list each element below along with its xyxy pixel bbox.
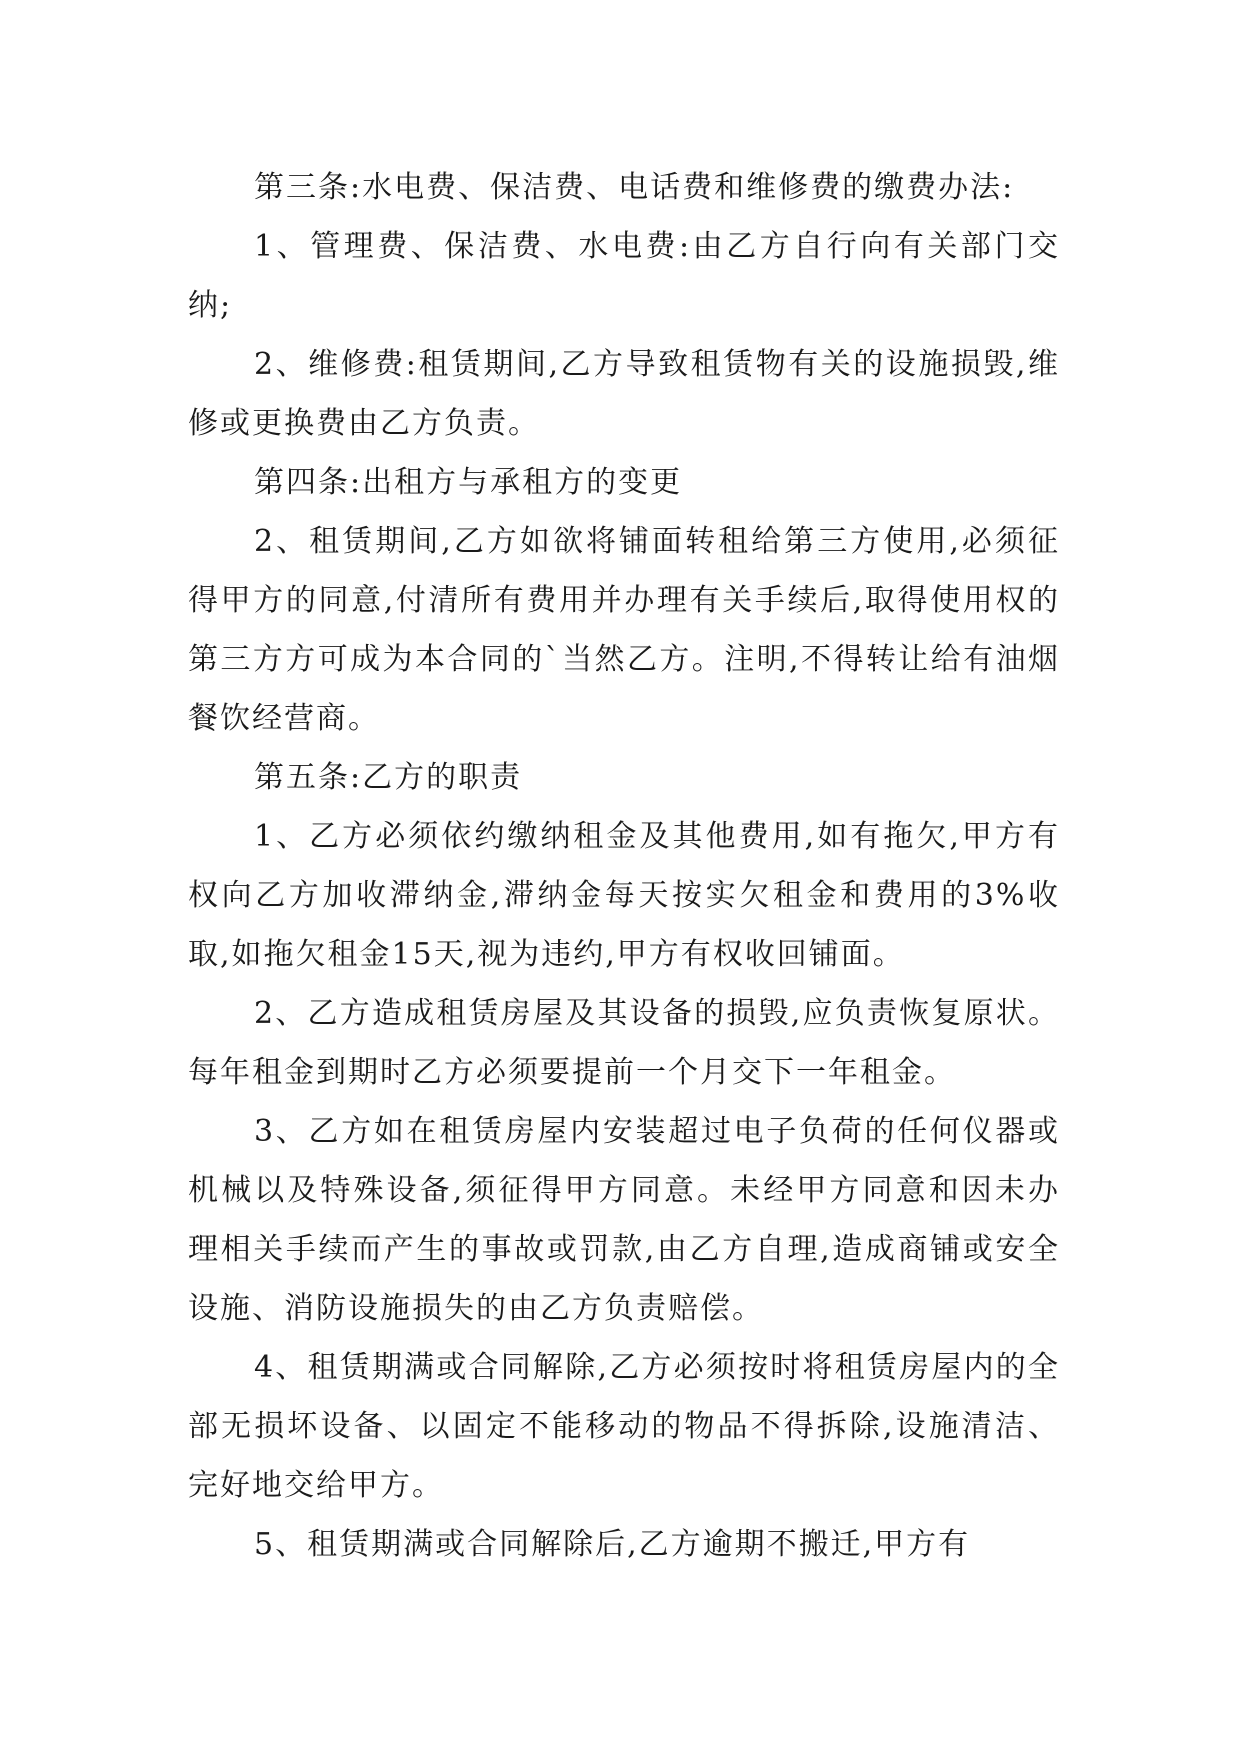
paragraph-article-3-item-2: 2、维修费:租赁期间,乙方导致租赁物有关的设施损毁,维修或更换费由乙方负责。	[188, 347, 1060, 441]
paragraph-article-5-item-5: 5、租赁期满或合同解除后,乙方逾期不搬迁,甲方有	[254, 1527, 971, 1562]
paragraph-article-4-heading: 第四条:出租方与承租方的变更	[254, 465, 683, 500]
document-body	[188, 158, 1060, 1574]
paragraph-article-4-item-2: 2、租赁期间,乙方如欲将铺面转租给第三方使用,必须征得甲方的同意,付清所有费用并办理有关手续后,取得使用权的第三方方可成为本合同的`当然乙方。注明,不得转让给有油烟餐饮经营商。	[188, 524, 1060, 736]
paragraph-article-5-item-4: 4、租赁期满或合同解除,乙方必须按时将租赁房屋内的全部无损坏设备、以固定不能移动的物品不得拆除,设施清洁、完好地交给甲方。	[188, 1350, 1060, 1503]
paragraph-article-5-item-2: 2、乙方造成租赁房屋及其设备的损毁,应负责恢复原状。每年租金到期时乙方必须要提前一个月交下一年租金。	[188, 996, 1060, 1090]
paragraph-article-5-heading: 第五条:乙方的职责	[254, 760, 523, 795]
paragraph-article-3-heading: 第三条:水电费、保洁费、电话费和维修费的缴费办法:	[254, 170, 1015, 205]
paragraph-article-3-item-1: 1、管理费、保洁费、水电费:由乙方自行向有关部门交纳;	[188, 229, 1060, 323]
paragraph-article-5-item-3: 3、乙方如在租赁房屋内安装超过电子负荷的任何仪器或机械以及特殊设备,须征得甲方同意。未经甲方同意和因未办理相关手续而产生的事故或罚款,由乙方自理,造成商铺或安全设施、消防设施损失的由乙方负责赔偿。	[188, 1114, 1060, 1326]
paragraph-article-5-item-1: 1、乙方必须依约缴纳租金及其他费用,如有拖欠,甲方有权向乙方加收滞纳金,滞纳金每天按实欠租金和费用的3%收取,如拖欠租金15天,视为违约,甲方有权收回铺面。	[188, 819, 1060, 972]
